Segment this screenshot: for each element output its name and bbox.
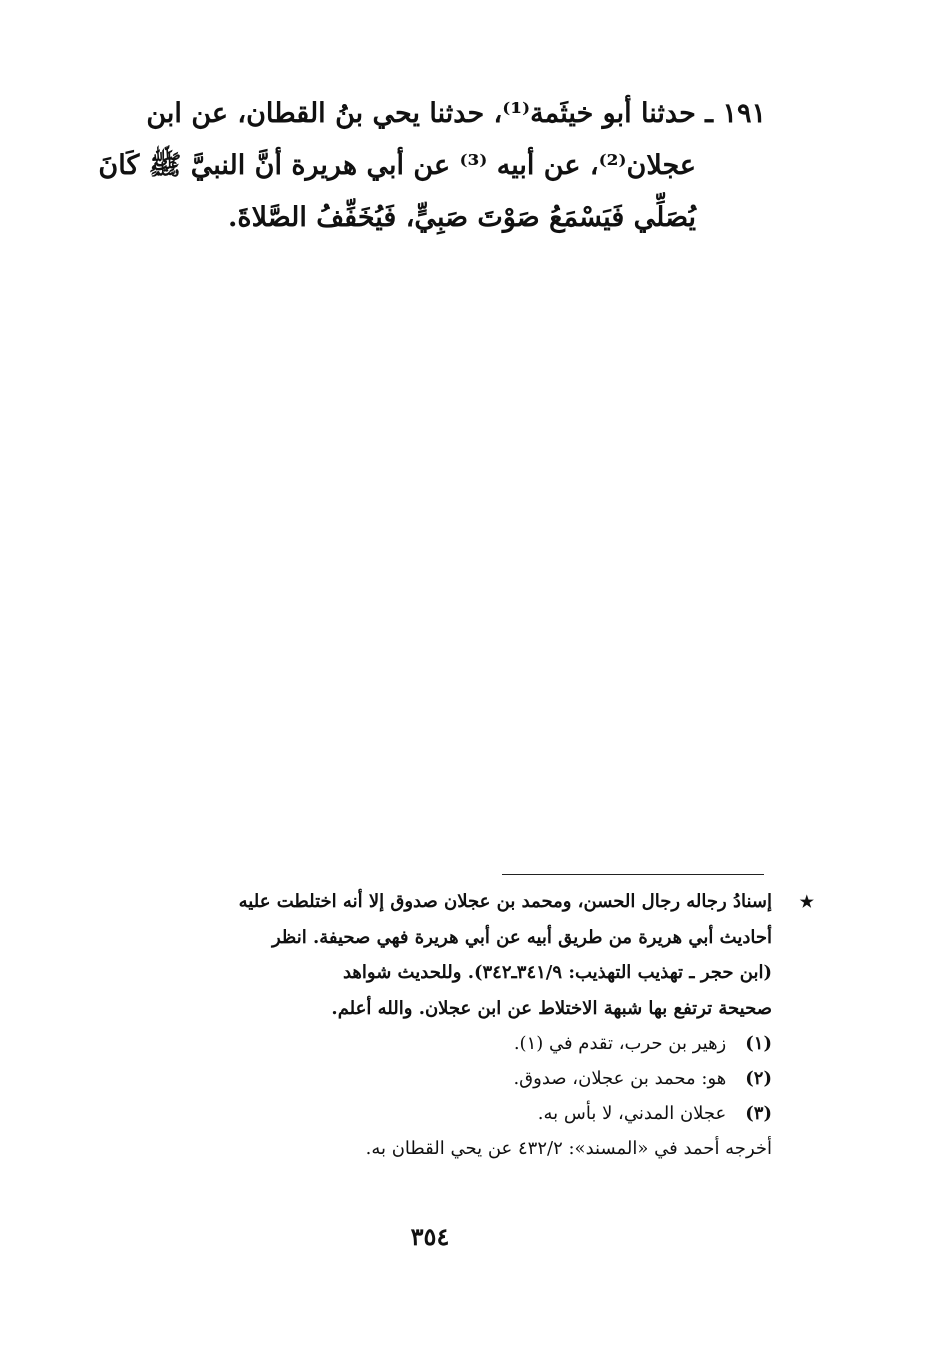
footnote-number: (٣) <box>745 1103 772 1124</box>
footnote-extra: أخرجه أحمد في «المسند»: ٤٣٢/٢ عن يحي القطان به. <box>365 1138 772 1159</box>
footnote-divider <box>502 874 764 875</box>
takhrij-line: صحيحة ترتفع بها شبهة الاختلاط عن ابن عجلان. والله أعلم. <box>331 997 772 1019</box>
hadith-line: عجلان⁽²⁾، عن أبيه ⁽³⁾ عن أبي هريرة أنَّ النبيَّ ﷺ كَانَ <box>98 150 696 181</box>
footnote-text: عجلان المدني، لا بأس به. <box>537 1103 727 1124</box>
hadith-text <box>76 88 766 244</box>
footnote-text: زهير بن حرب، تقدم في (١). <box>513 1033 727 1054</box>
star-marker: ★ <box>799 892 814 911</box>
takhrij-line: (ابن حجر ـ تهذيب التهذيب: ٣٤١/٩ـ٣٤٢). وللحديث شواهد <box>342 962 772 983</box>
takhrij-note <box>77 884 814 1026</box>
hadith-line: يُصَلِّي فَيَسْمَعُ صَوْتَ صَبِيٍّ، فَيُخَفِّفُ الصَّلاةَ. <box>228 202 696 233</box>
hadith-line: ١٩١ ـ حدثنا أبو خيثَمة⁽¹⁾، حدثنا يحي بنُ القطان، عن ابن <box>146 98 766 129</box>
footnote-item <box>77 1026 772 1061</box>
footnote-number: (٢) <box>745 1068 772 1089</box>
footnote-number: (١) <box>745 1033 772 1054</box>
takhrij-line: أحاديث أبي هريرة من طريق أبيه عن أبي هريرة فهي صحيفة. انظر <box>272 926 772 948</box>
page-number: ٣٥٤ <box>410 1222 450 1251</box>
footnotes-section <box>77 884 814 1167</box>
footnote-text: هو: محمد بن عجلان، صدوق. <box>513 1068 727 1089</box>
takhrij-line: إسنادُ رجاله رجال الحسن، ومحمد بن عجلان صدوق إلا أنه اختلطت عليه <box>238 891 772 912</box>
footnote-item <box>77 1096 772 1131</box>
footnote-item <box>77 1061 772 1096</box>
